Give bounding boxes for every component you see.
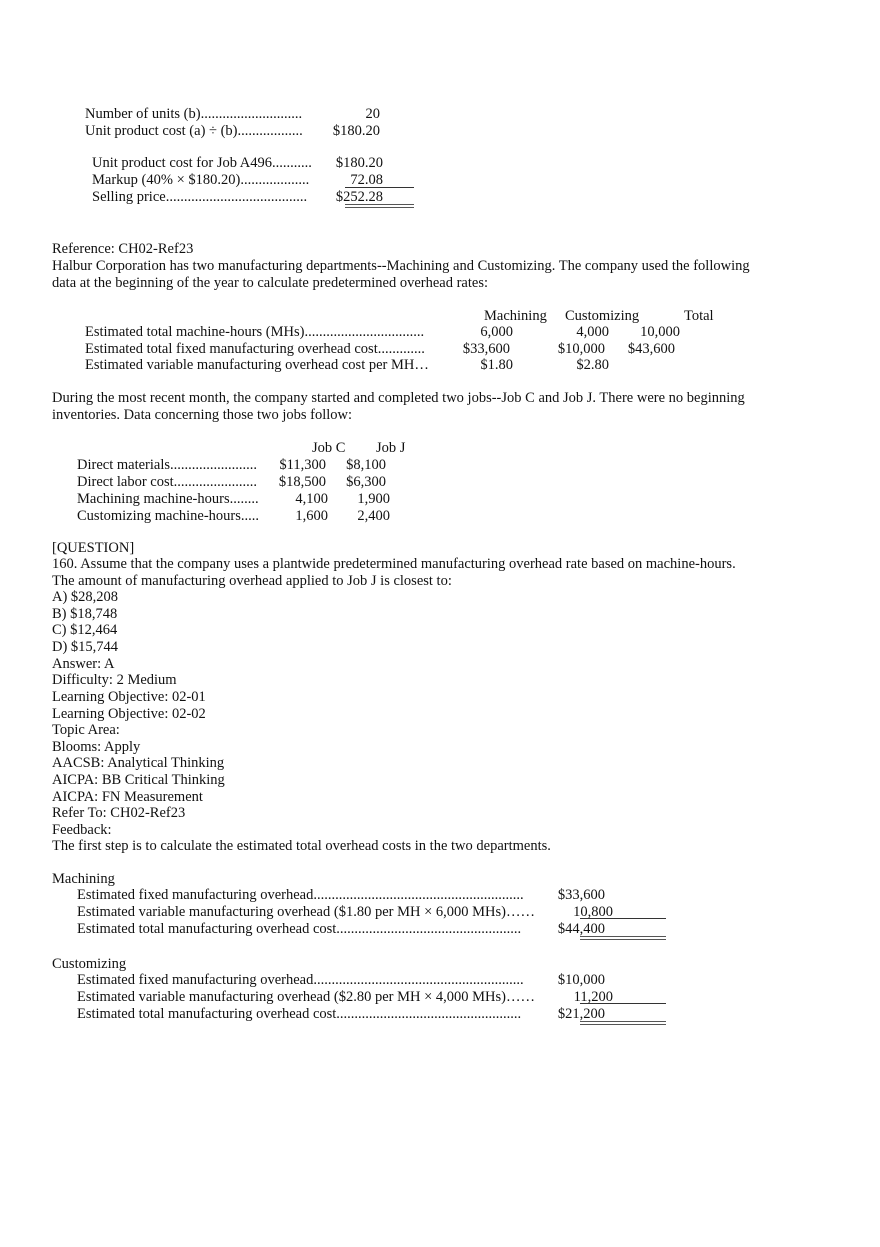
rates-row-label: Estimated total machine-hours (MHs)................................. xyxy=(85,324,425,340)
topic-area: Topic Area: xyxy=(52,722,120,738)
selling-price-value: $252.28 xyxy=(335,189,383,205)
jobs-row-label: Machining machine-hours........ xyxy=(77,491,259,507)
jobs-header-c: Job C xyxy=(312,440,346,456)
machining-row-value: 10,800 xyxy=(573,904,613,920)
selling-price-label: Selling price....................................... xyxy=(92,189,308,205)
jobs-row-label: Customizing machine-hours..... xyxy=(77,508,260,524)
jobs-cell: $11,300 xyxy=(279,457,326,473)
jobs-cell: 1,900 xyxy=(357,491,390,507)
rates-header-customizing: Customizing xyxy=(565,308,640,324)
markup-value: 72.08 xyxy=(350,172,383,188)
rates-row-label: Estimated variable manufacturing overhead cost per MH… xyxy=(85,357,429,373)
job-cost-label: Unit product cost for Job A496........... xyxy=(92,155,312,171)
rates-cell: $1.80 xyxy=(480,357,513,373)
unit-cost-label: Unit product cost (a) ÷ (b).................. xyxy=(85,123,303,139)
jobs-row-label: Direct labor cost....................... xyxy=(77,474,258,490)
customizing-row-label: Estimated total manufacturing overhead cost................................................... xyxy=(77,1006,522,1022)
customizing-row-value: 11,200 xyxy=(573,989,613,1005)
jobs-cell: $6,300 xyxy=(346,474,386,490)
rates-cell: 10,000 xyxy=(640,324,680,340)
intro-paragraph: Halbur Corporation has two manufacturing departments--Machining and Customizing. The company used the following data at the beginning of the year to calculate predetermined overhead rates: xyxy=(52,258,750,291)
feedback-label: Feedback: xyxy=(52,822,112,838)
rates-row-label: Estimated total fixed manufacturing overhead cost............. xyxy=(85,341,425,357)
question-tag: [QUESTION] xyxy=(52,540,135,556)
rates-cell: $10,000 xyxy=(557,341,605,357)
jobs-cell: 4,100 xyxy=(295,491,328,507)
customizing-title: Customizing xyxy=(52,956,127,972)
machining-row-value: $33,600 xyxy=(557,887,605,903)
machining-row-value: $44,400 xyxy=(557,921,605,937)
machining-underline xyxy=(580,918,666,919)
jobs-cell: 2,400 xyxy=(357,508,390,524)
machining-row-label: Estimated fixed manufacturing overhead.......................................................... xyxy=(77,887,524,903)
customizing-double-underline xyxy=(580,1021,666,1025)
selling-price-double-underline xyxy=(345,204,414,208)
option-c: C) $12,464 xyxy=(52,622,118,638)
jobs-cell: 1,600 xyxy=(295,508,328,524)
rates-cell: 6,000 xyxy=(480,324,513,340)
markup-underline xyxy=(345,187,414,188)
jobs-header-j: Job J xyxy=(376,440,406,456)
units-label: Number of units (b)............................ xyxy=(85,106,303,122)
customizing-underline xyxy=(580,1003,666,1004)
jobs-row-label: Direct materials........................ xyxy=(77,457,257,473)
refer-to: Refer To: CH02-Ref23 xyxy=(52,805,186,821)
option-b: B) $18,748 xyxy=(52,606,118,622)
rates-cell: 4,000 xyxy=(576,324,609,340)
unit-cost-value: $180.20 xyxy=(332,123,380,139)
aicpa-fn: AICPA: FN Measurement xyxy=(52,789,203,805)
rates-header-total: Total xyxy=(684,308,714,324)
customizing-row-label: Estimated fixed manufacturing overhead.......................................................... xyxy=(77,972,524,988)
difficulty: Difficulty: 2 Medium xyxy=(52,672,177,688)
blooms: Blooms: Apply xyxy=(52,739,141,755)
units-value: 20 xyxy=(365,106,380,122)
markup-label: Markup (40% × $180.20)................... xyxy=(92,172,310,188)
machining-double-underline xyxy=(580,936,666,940)
jobs-cell: $18,500 xyxy=(278,474,326,490)
rates-cell: $33,600 xyxy=(462,341,510,357)
option-d: D) $15,744 xyxy=(52,639,119,655)
feedback-text: The first step is to calculate the estimated total overhead costs in the two departments. xyxy=(52,838,551,854)
month-paragraph: During the most recent month, the company started and completed two jobs--Job C and Job J. There were no beginning inventories. Data concerning those two jobs follow: xyxy=(52,390,745,423)
job-cost-value: $180.20 xyxy=(335,155,383,171)
reference-label: Reference: CH02-Ref23 xyxy=(52,241,194,257)
machining-row-label: Estimated variable manufacturing overhead ($1.80 per MH × 6,000 MHs)…… xyxy=(77,904,535,920)
aicpa-bb: AICPA: BB Critical Thinking xyxy=(52,772,225,788)
machining-title: Machining xyxy=(52,871,115,887)
customizing-row-value: $21,200 xyxy=(557,1006,605,1022)
customizing-row-label: Estimated variable manufacturing overhead ($2.80 per MH × 4,000 MHs)…… xyxy=(77,989,535,1005)
question-text: 160. Assume that the company uses a plantwide predetermined manufacturing overhead rate based on machine-hours. The amount of manufacturing overhead applied to Job J is closest to: xyxy=(52,556,736,589)
option-a: A) $28,208 xyxy=(52,589,119,605)
rates-cell: $43,600 xyxy=(627,341,675,357)
machining-row-label: Estimated total manufacturing overhead cost................................................... xyxy=(77,921,522,937)
customizing-row-value: $10,000 xyxy=(557,972,605,988)
learning-objective: Learning Objective: 02-02 xyxy=(52,706,206,722)
jobs-cell: $8,100 xyxy=(346,457,386,473)
answer: Answer: A xyxy=(52,656,115,672)
learning-objective: Learning Objective: 02-01 xyxy=(52,689,206,705)
aacsb: AACSB: Analytical Thinking xyxy=(52,755,225,771)
rates-cell: $2.80 xyxy=(576,357,609,373)
rates-header-machining: Machining xyxy=(484,308,547,324)
